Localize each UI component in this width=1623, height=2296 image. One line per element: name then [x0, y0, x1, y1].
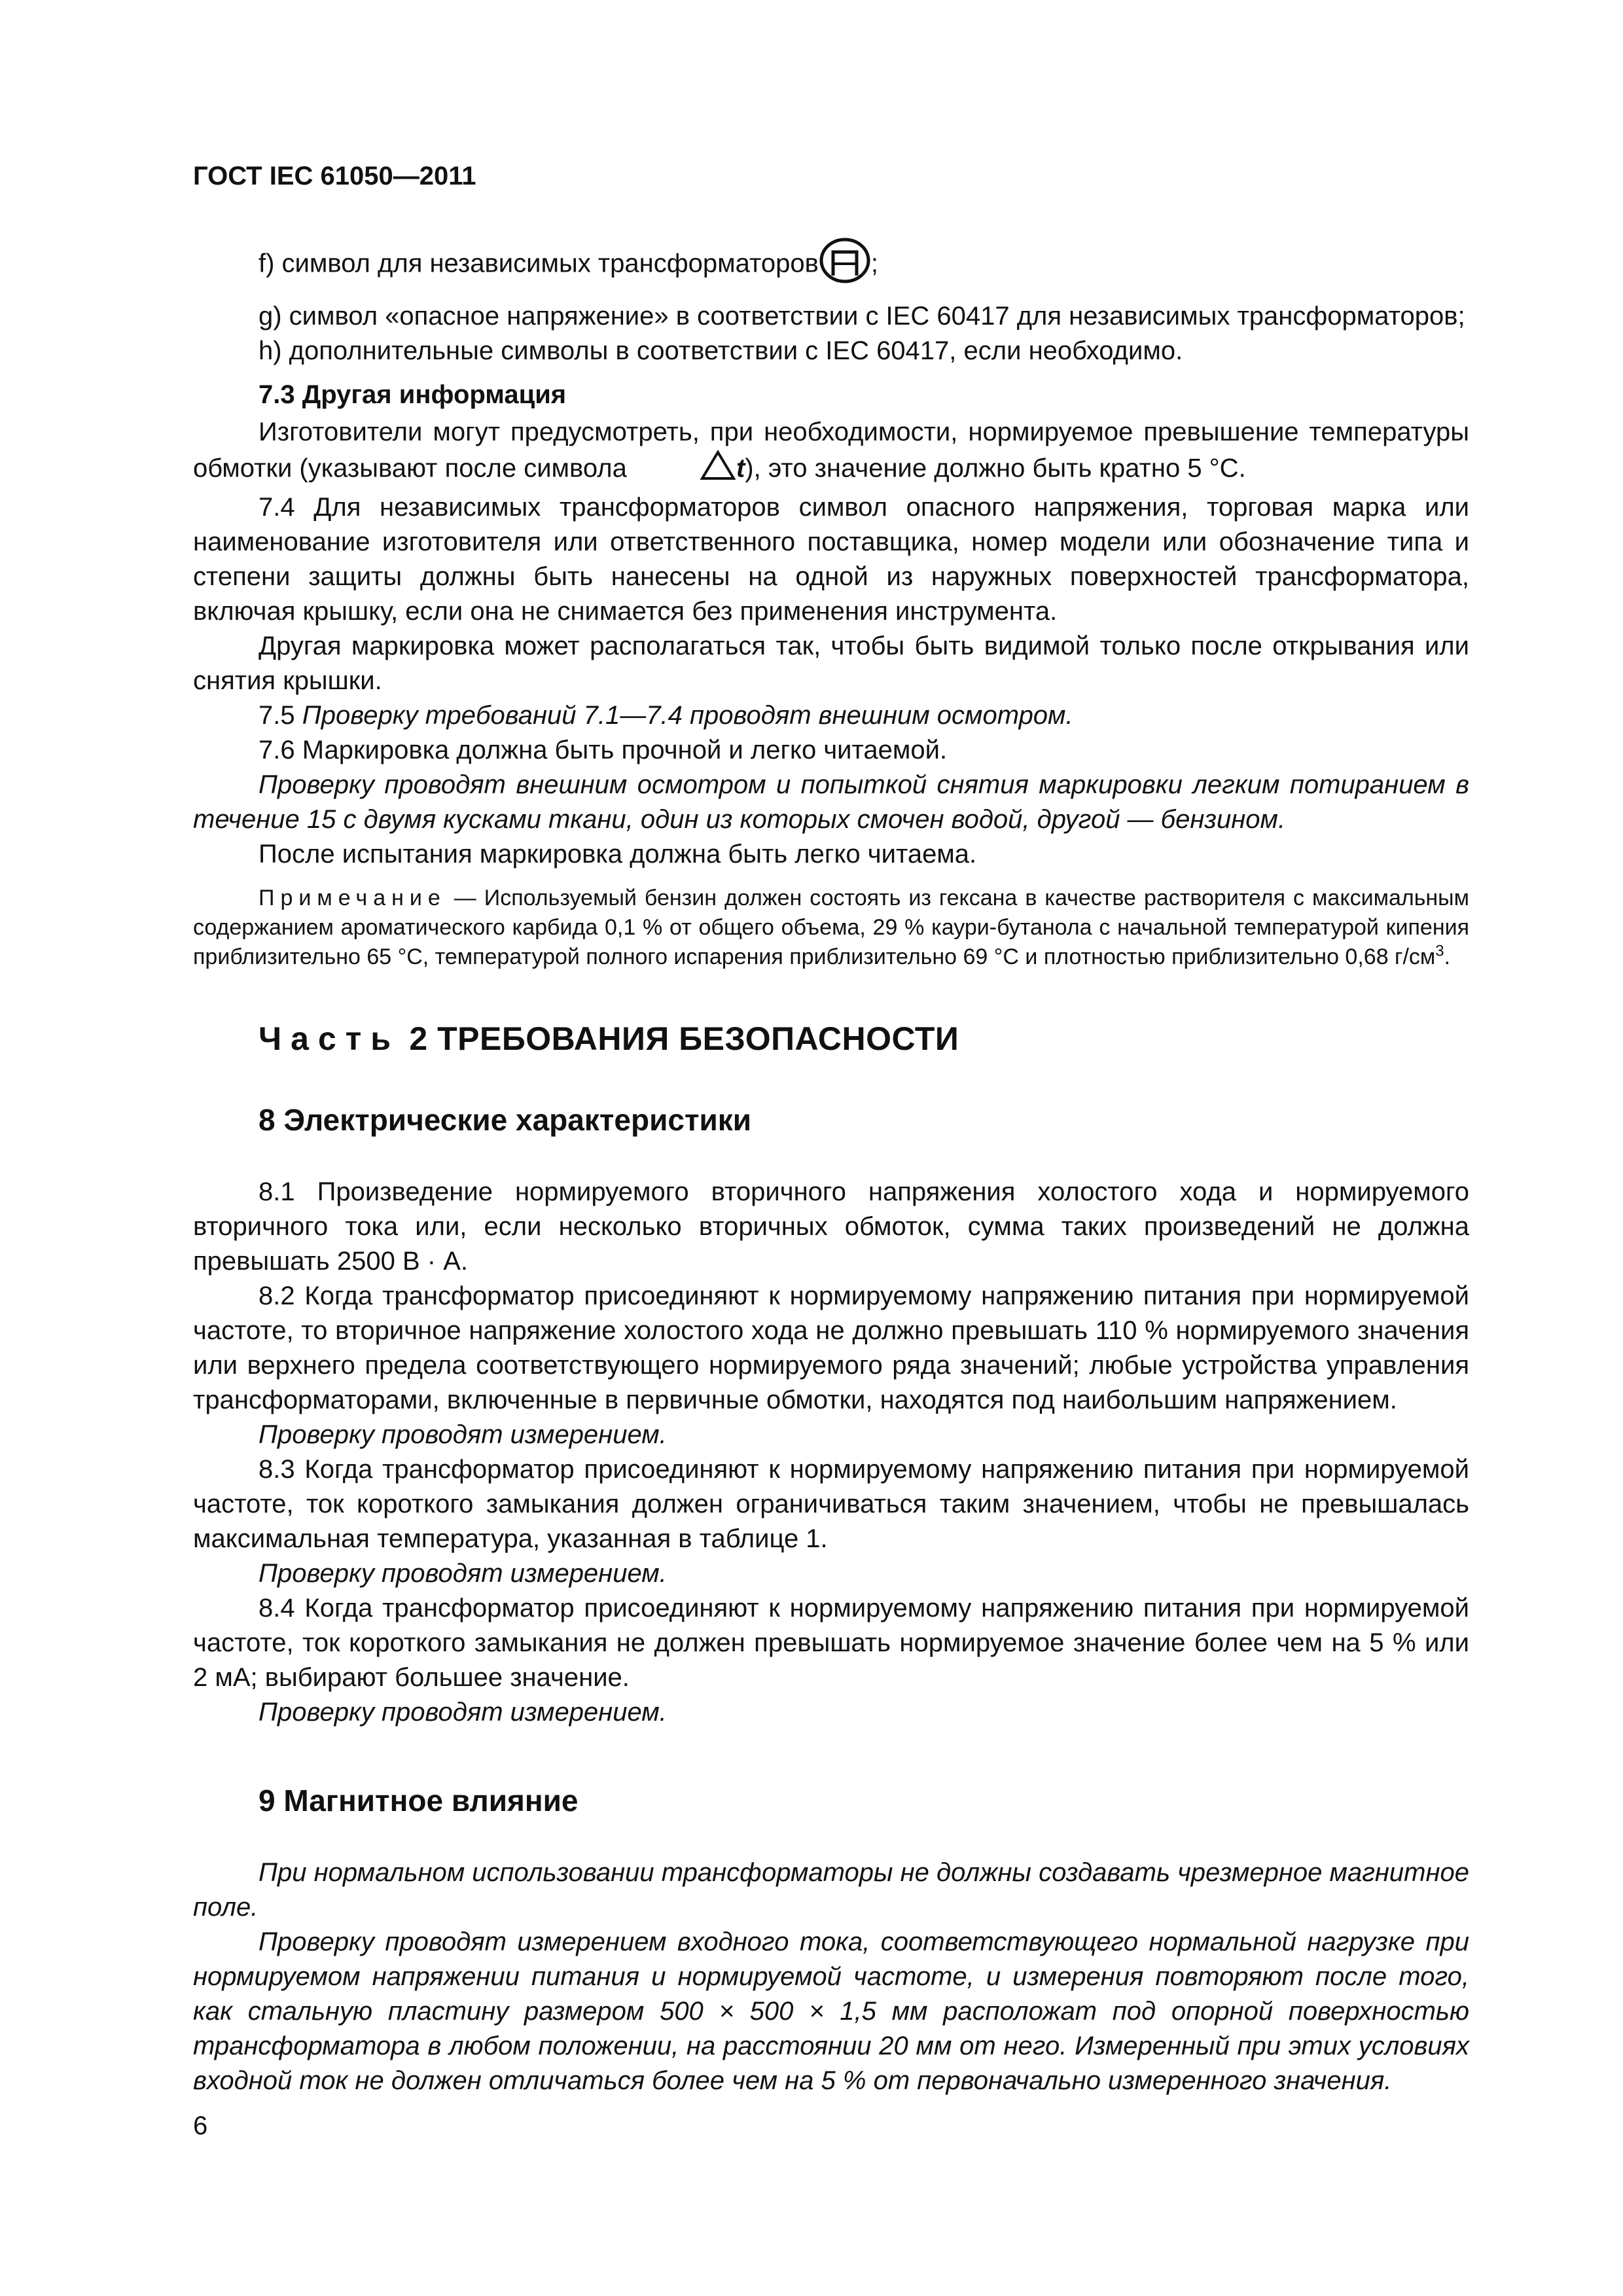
- section-8-2-check: Проверку проводят измерением.: [259, 1420, 667, 1449]
- section-7-5-paragraph: [193, 698, 1469, 733]
- section-8-3-check: Проверку проводят измерением.: [259, 1559, 667, 1588]
- section-7-3-text: Изготовители могут предусмотреть, при необходимости, нормируемое превышение температуры обмотки (указывают после символа: [193, 418, 1469, 483]
- section-8-1-paragraph: 8.1 Произведение нормируемого вторичного напряжения холостого хода и нормируемого вторичного тока или, если несколько вторичных обмоток, сумма таких произведений не должна превышать 2500 В · А.: [193, 1177, 1469, 1276]
- section-7-4-paragraph: 7.4 Для независимых трансформаторов символ опасного напряжения, торговая марка или наименование изготовителя или ответственного поставщика, номер модели или обозначение типа и степени защиты должны быть нанесены на одной из наружных поверхностей трансформатора, включая крышку, если она не снимается без применения инструмента.: [193, 493, 1469, 626]
- section-9-paragraph-2: Проверку проводят измерением входного тока, соответствующего нормальной нагрузке при нормируемом напряжении питания и нормируемой частоте, и измерения повторяют после того, как стальную пластину размером 500 × 500 × 1,5 мм расположат под опорной поверхностью трансформатора в любом положении, на расстоянии 20 мм от него. Измеренный при этих условиях входной ток не должен отличаться более чем на 5 % от первоначально измеренного значения.: [193, 1928, 1469, 2095]
- section-8-4-paragraph: 8.4 Когда трансформатор присоединяют к нормируемому напряжению питания при нормируемой частоте, ток короткого замыкания не должен превышать нормируемое значение более чем на 5 % или 2 мА; выбирают большее значение.: [193, 1594, 1469, 1692]
- note-text: — Используемый бензин должен состоять из гексана в качестве растворителя с максимальным содержанием ароматического карбида 0,1 % от общего объема, 29 % каури-бутанола с начальной температурой кипения приблизительно 65 °С, температурой полного испарения приблизительно 69 °С и плотностью приблизительно 0,68 г/см: [193, 886, 1469, 969]
- note-label: Примечание: [259, 886, 446, 910]
- document-header: ГОСТ IEC 61050—2011: [193, 162, 476, 190]
- triangle-delta-icon: [634, 450, 736, 490]
- list-item-h: h) дополнительные символы в соответствии с IEC 60417, если необходимо.: [259, 336, 1183, 365]
- note-paragraph: [193, 884, 1469, 972]
- part-title: 2 ТРЕБОВАНИЯ БЕЗОПАСНОСТИ: [399, 1020, 959, 1057]
- section-7-3-title: 7.3 Другая информация: [259, 380, 567, 409]
- note-superscript: 3: [1435, 942, 1444, 960]
- section-7-3-text-end: ), это значение должно быть кратно 5 °С.: [745, 454, 1246, 483]
- section-7-3-paragraph: [193, 415, 1469, 490]
- part-2-heading: [193, 1019, 1469, 1058]
- section-7-5-number: 7.5: [259, 701, 302, 730]
- section-7-5-text: Проверку требований 7.1—7.4 проводят внешним осмотром.: [302, 701, 1073, 730]
- note-end: .: [1444, 944, 1451, 969]
- list-item-f-text: f) символ для независимых трансформаторов: [259, 249, 819, 278]
- section-8-2-paragraph: 8.2 Когда трансформатор присоединяют к нормируемому напряжению питания при нормируемой частоте, то вторичное напряжение холостого хода не должно превышать 110 % нормируемого значения или верхнего предела соответствующего нормируемого ряда значений; любые устройства управления трансформаторами, включенные в первичные обмотки, находятся под наибольшим напряжением.: [193, 1282, 1469, 1414]
- section-7-6-after: После испытания маркировка должна быть легко читаема.: [259, 840, 977, 869]
- section-9-paragraph-1: При нормальном использовании трансформаторы не должны создавать чрезмерное магнитное поле.: [193, 1858, 1469, 1922]
- independent-transformer-symbol-icon: [819, 238, 871, 293]
- section-7-6-check: Проверку проводят внешним осмотром и попыткой снятия маркировки легким потиранием в течение 15 с двумя кусками ткани, один из которых смочен водой, другой — бензином.: [193, 770, 1469, 834]
- list-item-f: [193, 238, 1469, 293]
- delta-t-symbol: t: [736, 454, 745, 483]
- section-7-6-paragraph: 7.6 Маркировка должна быть прочной и легко читаемой.: [259, 736, 948, 764]
- list-item-f-end: ;: [870, 249, 878, 278]
- page-number: 6: [193, 2111, 208, 2140]
- part-label: Часть: [259, 1020, 400, 1057]
- section-8-3-paragraph: 8.3 Когда трансформатор присоединяют к нормируемому напряжению питания при нормируемой частоте, ток короткого замыкания должен ограничиваться таким значением, чтобы не превышалась максимальная температура, указанная в таблице 1.: [193, 1455, 1469, 1553]
- section-8-4-check: Проверку проводят измерением.: [259, 1698, 667, 1727]
- page-content: [193, 238, 1469, 2098]
- list-item-g: g) символ «опасное напряжение» в соответствии с IEC 60417 для независимых трансформаторов;: [259, 302, 1465, 331]
- section-8-title: 8 Электрические характеристики: [259, 1103, 752, 1137]
- section-9-title: 9 Магнитное влияние: [259, 1784, 579, 1818]
- section-7-4-paragraph-2: Другая маркировка может располагаться так, чтобы быть видимой только после открывания или снятия крышки.: [193, 632, 1469, 695]
